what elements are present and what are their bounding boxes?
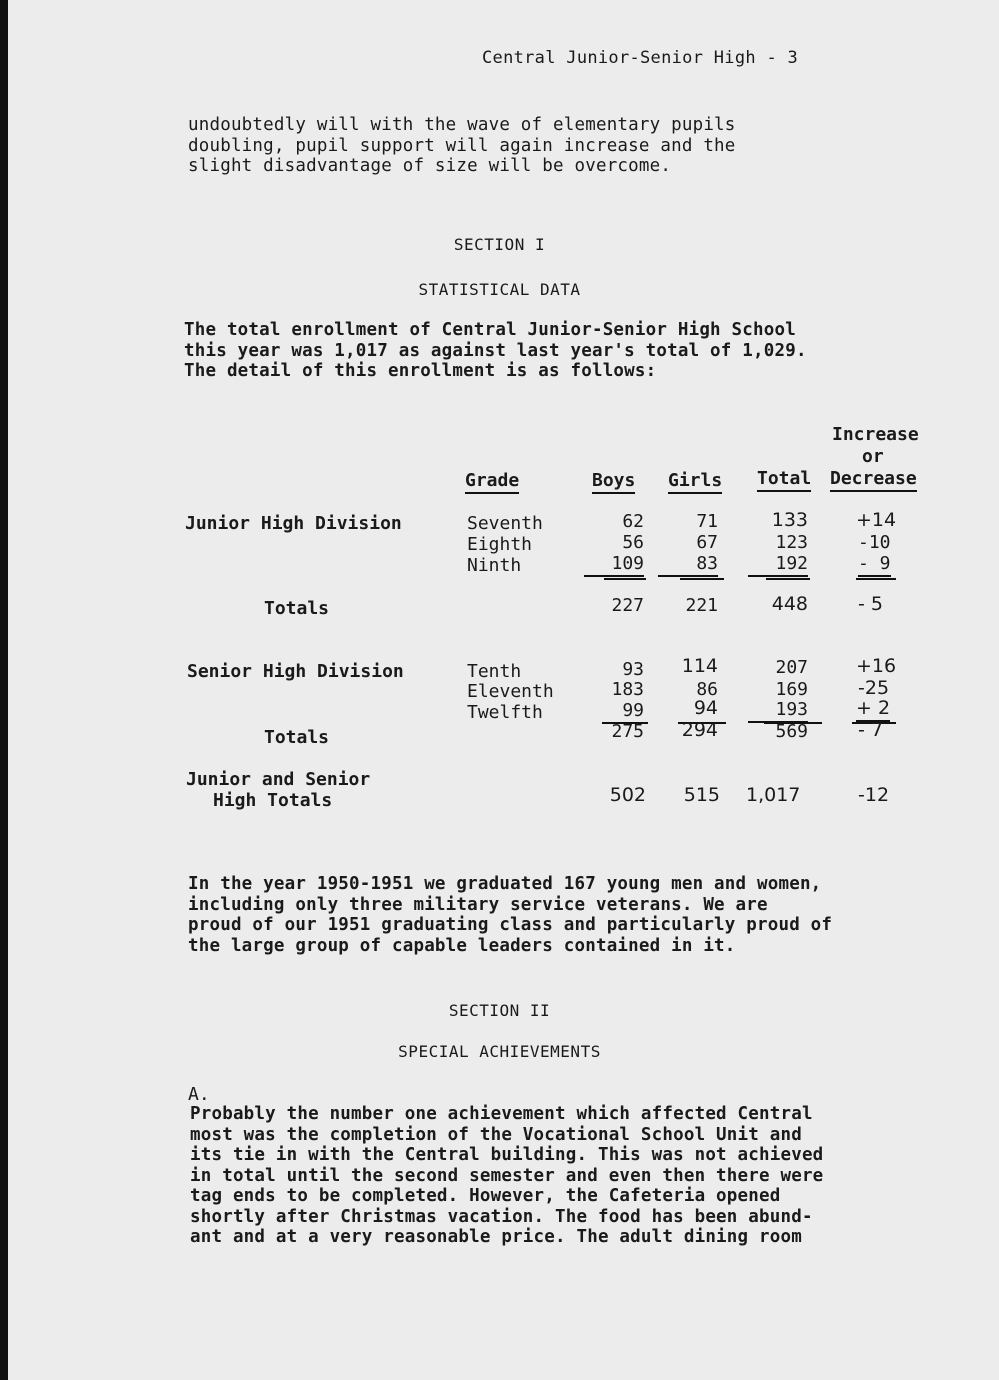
girls-cell: 83 [658, 553, 718, 577]
enrollment-line: this year was 1,017 as against last year's total of 1,029. [184, 340, 807, 361]
sum-rule [680, 578, 724, 580]
total-cell: 169 [775, 679, 808, 700]
intro-line: undoubtedly will with the wave of elementary pupils [188, 115, 736, 135]
grade-label: Seventh [467, 513, 543, 534]
achievement-line: most was the completion of the Vocational School Unit and [190, 1124, 802, 1145]
achievement-line: ant and at a very reasonable price. The adult dining room [190, 1227, 802, 1247]
graduation-line: proud of our 1951 graduating class and particularly proud of [188, 915, 833, 935]
grand-total: 448 [771, 593, 808, 615]
change-cell: -10 [858, 532, 891, 553]
boys-cell: 183 [611, 679, 644, 700]
header-grade: Grade [465, 470, 519, 494]
achievement-line: tag ends to be completed. However, the Cafeteria opened [190, 1186, 781, 1206]
combined-total: 1,017 [746, 784, 801, 806]
total-cell: 193 [748, 699, 808, 723]
total-cell: 123 [775, 532, 808, 553]
header-increase: Increase [832, 424, 919, 445]
graduation-paragraph [188, 874, 832, 956]
graduation-line: In the year 1950-1951 we graduated 167 young men and women, [188, 874, 822, 894]
intro-paragraph [188, 115, 736, 177]
boys-cell: 62 [622, 511, 644, 532]
achievement-line: in total until the second semester and even then there were [190, 1165, 824, 1186]
grade-label: Eighth [467, 534, 533, 555]
change-total: - 5 [858, 593, 883, 615]
header-or: or [862, 446, 884, 467]
achievement-line: its tie in with the Central building. This was not achieved [190, 1145, 824, 1165]
graduation-line: including only three military service veterans. We are [188, 894, 768, 915]
combined-label-line2: High Totals [213, 790, 333, 811]
boys-cell: 56 [622, 532, 644, 553]
scan-left-edge [0, 0, 8, 1380]
achievement-line: Probably the number one achievement which affected Central [190, 1104, 813, 1124]
intro-line: slight disadvantage of size will be overcome. [188, 156, 672, 176]
section-2-title: SECTION II [448, 1001, 551, 1020]
section-2-subtitle: SPECIAL ACHIEVEMENTS [398, 1042, 601, 1061]
boys-cell: 109 [584, 553, 644, 577]
girls-cell: 94 [693, 697, 718, 719]
girls-cell: 71 [696, 511, 718, 532]
header-boys: Boys [592, 470, 635, 494]
combined-change: -12 [858, 784, 890, 806]
sum-rule [766, 578, 810, 580]
intro-line: doubling, pupil support will again increase and the [188, 135, 736, 156]
header-girls: Girls [668, 470, 722, 494]
achievement-line: shortly after Christmas vacation. The food has been abund- [190, 1206, 813, 1227]
senior-totals-label: Totals [264, 727, 330, 748]
change-cell: +14 [856, 509, 897, 531]
boys-total: 227 [611, 595, 644, 616]
header-total: Total [757, 468, 811, 492]
combined-label-line1: Junior and Senior [186, 769, 371, 790]
boys-total: 275 [611, 721, 644, 742]
change-cell: -25 [858, 677, 890, 699]
change-total: - 7 [858, 719, 883, 741]
page-header: Central Junior-Senior High - 3 [482, 48, 799, 68]
junior-totals-label: Totals [264, 598, 330, 619]
item-a-label: A. [188, 1084, 210, 1105]
total-cell: 207 [775, 657, 808, 678]
header-decrease: Decrease [830, 468, 917, 492]
change-cell: + 2 [856, 697, 890, 722]
boys-cell: 93 [622, 659, 644, 680]
grade-label: Ninth [467, 555, 522, 576]
senior-division-label: Senior High Division [187, 661, 404, 682]
section-1-subtitle: STATISTICAL DATA [418, 280, 581, 299]
change-cell: - 9 [858, 553, 891, 577]
girls-cell: 67 [696, 532, 718, 553]
total-cell: 133 [771, 509, 808, 531]
girls-total: 294 [681, 719, 718, 741]
girls-cell: 86 [696, 679, 718, 700]
enrollment-line: The detail of this enrollment is as follows: [184, 361, 657, 381]
section-1-title: SECTION I [453, 235, 546, 254]
achievement-paragraph [190, 1104, 823, 1248]
boys-cell: 99 [622, 700, 644, 721]
total-cell: 192 [748, 553, 808, 577]
girls-total: 221 [685, 595, 718, 616]
grade-label: Eleventh [467, 681, 554, 702]
graduation-line: the large group of capable leaders contained in it. [188, 935, 736, 956]
sum-rule [856, 578, 896, 580]
grade-label: Twelfth [467, 702, 543, 723]
junior-division-label: Junior High Division [185, 513, 402, 534]
grand-total: 569 [775, 721, 808, 742]
combined-boys: 502 [609, 784, 646, 806]
enrollment-line: The total enrollment of Central Junior-Senior High School [184, 320, 796, 340]
change-cell: +16 [856, 655, 897, 677]
sum-rule [604, 578, 646, 580]
combined-girls: 515 [683, 784, 720, 806]
girls-cell: 114 [681, 655, 718, 677]
enrollment-paragraph [184, 320, 807, 382]
grade-label: Tenth [467, 661, 522, 682]
